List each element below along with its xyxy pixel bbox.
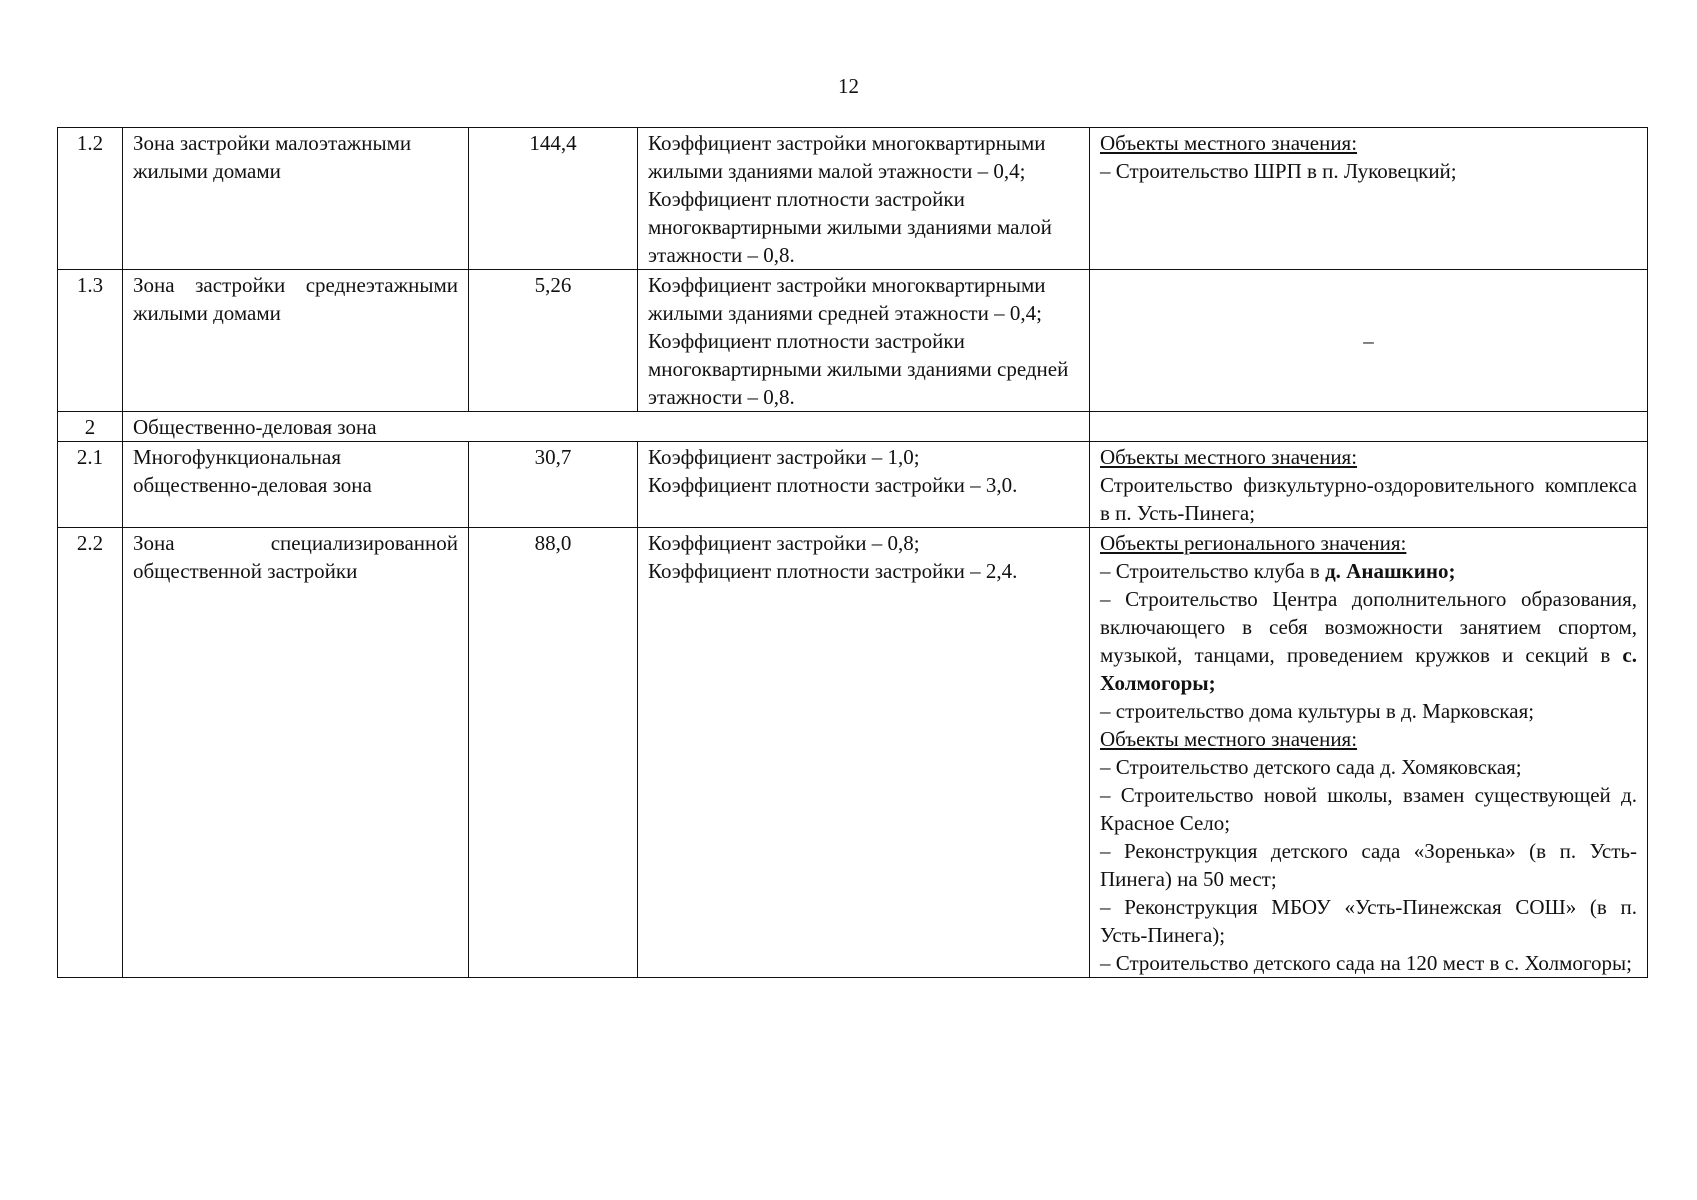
page-number: 12 (838, 74, 859, 98)
zone-name: Зона специализированной общественной застройки (123, 528, 469, 978)
row-number: 1.3 (58, 270, 123, 412)
parameter-line: Коэффициент застройки – 1,0; (648, 445, 920, 469)
object-item-text: – Строительство Центра дополнительного образования, включающего в себя возможности занятием спортом, музыкой, танцами, проведением кружков и секций в (1100, 587, 1637, 667)
zone-parameters (638, 442, 1090, 528)
object-item: – Реконструкция МБОУ «Усть-Пинежская СОШ» (в п. Усть-Пинега); (1100, 895, 1637, 947)
row-number: 2.1 (58, 442, 123, 528)
parameter-line: Коэффициент плотности застройки – 2,4. (648, 559, 1018, 583)
table-row (58, 128, 1648, 270)
object-item-text: – строительство дома культуры в д. Марковская; (1100, 699, 1535, 723)
zone-name: Многофункциональная общественно-деловая зона (123, 442, 469, 528)
object-item-text: – Строительство клуба в (1100, 559, 1326, 583)
parameter-line: Коэффициент застройки многоквартирными жилыми зданиями средней этажности – 0,4; (648, 273, 1046, 325)
parameter-line: Коэффициент плотности застройки многоквартирными жилыми зданиями средней этажности – 0,8. (648, 329, 1069, 409)
zone-parameters (638, 528, 1090, 978)
zone-name: Зона застройки среднеэтажными жилыми домами (123, 270, 469, 412)
row-number: 1.2 (58, 128, 123, 270)
object-item (1100, 557, 1637, 585)
parameter-line: Коэффициент застройки – 0,8; (648, 531, 920, 555)
zone-group-name: Общественно-деловая зона (123, 412, 1090, 442)
zone-parameters (638, 128, 1090, 270)
zones-table (57, 127, 1648, 978)
parameter-line: Коэффициент плотности застройки – 3,0. (648, 473, 1018, 497)
zone-area: 88,0 (469, 528, 638, 978)
table-row (58, 528, 1648, 978)
table-row (58, 442, 1648, 528)
planned-objects (1090, 442, 1648, 528)
table-row (58, 270, 1648, 412)
local-objects-heading: Объекты местного значения: (1100, 727, 1358, 751)
object-item: Строительство физкультурно-оздоровительного комплекса в п. Усть-Пинега; (1100, 473, 1637, 525)
planned-objects-empty: – (1090, 270, 1648, 412)
object-item: – Строительство ШРП в п. Луковецкий; (1100, 159, 1457, 183)
object-item-place: д. Анашкино; (1325, 559, 1456, 583)
row-number: 2 (58, 412, 123, 442)
object-item: – Строительство детского сада на 120 мест в с. Холмогоры; (1100, 951, 1632, 975)
zone-parameters (638, 270, 1090, 412)
object-item: – Строительство детского сада д. Хомяковская; (1100, 755, 1522, 779)
planned-objects (1090, 528, 1648, 978)
zone-name: Зона застройки малоэтажными жилыми домами (123, 128, 469, 270)
parameter-line: Коэффициент плотности застройки многоквартирными жилыми зданиями малой этажности – 0,8. (648, 187, 1052, 267)
parameter-line: Коэффициент застройки многоквартирными жилыми зданиями малой этажности – 0,4; (648, 131, 1046, 183)
table-row (58, 412, 1648, 442)
objects-heading: Объекты местного значения: (1100, 131, 1358, 155)
zone-area: 5,26 (469, 270, 638, 412)
planned-objects (1090, 128, 1648, 270)
object-item (1100, 697, 1637, 725)
row-number: 2.2 (58, 528, 123, 978)
regional-objects-heading: Объекты регионального значения: (1100, 531, 1407, 555)
objects-heading: Объекты местного значения: (1100, 445, 1358, 469)
planned-objects-empty (1090, 412, 1648, 442)
object-item: – Реконструкция детского сада «Зоренька» (в п. Усть-Пинега) на 50 мест; (1100, 839, 1637, 891)
zone-area: 144,4 (469, 128, 638, 270)
object-item (1100, 585, 1637, 697)
zone-area: 30,7 (469, 442, 638, 528)
object-item-place: с. Холмогоры; (1100, 643, 1637, 695)
object-item: – Строительство новой школы, взамен существующей д. Красное Село; (1100, 783, 1637, 835)
